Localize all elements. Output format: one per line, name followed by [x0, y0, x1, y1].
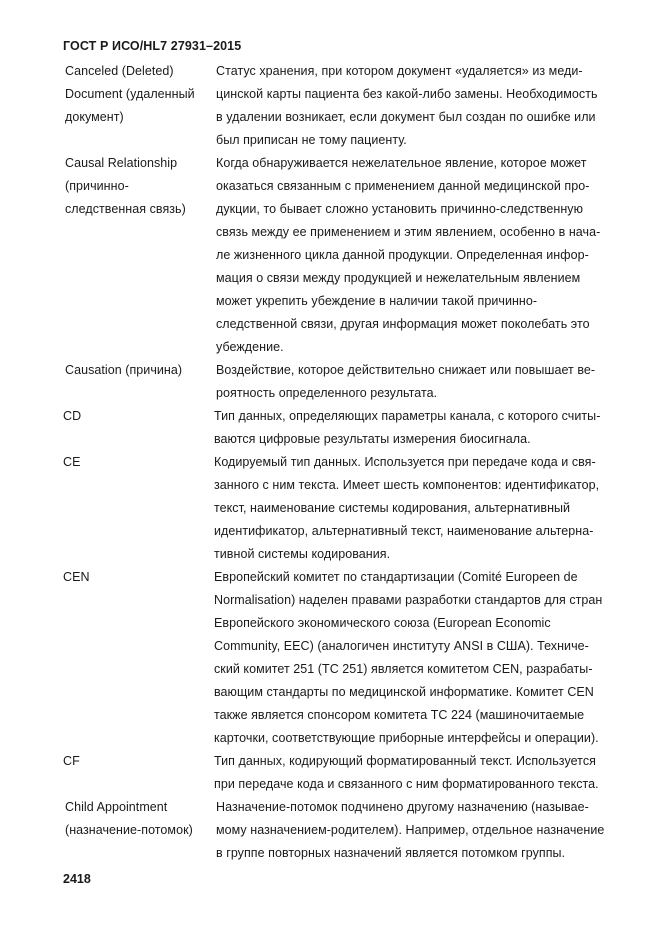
glossary-definition: оказаться связанным с применением данной медицинской про-: [216, 179, 590, 193]
glossary-term: следственная связь): [65, 202, 186, 216]
glossary-definition: Европейского экономического союза (European Economic: [214, 616, 551, 630]
glossary-term: Child Appointment: [65, 800, 168, 814]
glossary-term: (назначение-потомок): [65, 823, 193, 837]
glossary-definition: цинской карты пациента без какой-либо замены. Необходимость: [216, 87, 598, 101]
glossary-definition: также является спонсором комитета ТС 224 (машиночитаемые: [214, 708, 585, 722]
glossary-definition: Воздействие, которое действительно снижает или повышает ве-: [216, 363, 596, 377]
glossary-term: CD: [63, 409, 82, 423]
glossary-definition: Тип данных, определяющих параметры канала, с которого считы-: [214, 409, 601, 423]
glossary-definition: в удалении возникает, если документ был создан по ошибке или: [216, 110, 596, 124]
glossary-definition: Назначение-потомок подчинено другому назначению (называе-: [216, 800, 589, 814]
glossary-term: Document (удаленный: [65, 87, 195, 101]
glossary-definition: карточки, соответствующие приборные интерфейсы и операции).: [214, 731, 599, 745]
glossary-definition: текст, наименование системы кодирования, альтернативный: [214, 501, 571, 515]
page-number: 2418: [63, 872, 91, 886]
glossary-term: Causal Relationship: [65, 156, 178, 170]
glossary-definition: в группе повторных назначений является потомком группы.: [216, 846, 566, 860]
glossary-definition: дукции, то бывает сложно установить причинно-следственную: [216, 202, 584, 216]
glossary-definition: ле жизненного цикла данной продукции. Определенная инфор-: [216, 248, 589, 262]
glossary-term: документ): [65, 110, 124, 124]
glossary-definition: мация о связи между продукцией и нежелательным явлением: [216, 271, 581, 285]
glossary-definition: Статус хранения, при котором документ «удаляется» из меди-: [216, 64, 583, 78]
glossary-definition: Кодируемый тип данных. Используется при передаче кода и свя-: [214, 455, 596, 469]
glossary-term: CE: [63, 455, 81, 469]
glossary-definition: был приписан не тому пациенту.: [216, 133, 407, 147]
glossary-definition: Европейский комитет по стандартизации (Comité Europeen de: [214, 570, 578, 584]
glossary-term: Causation (причина): [65, 363, 183, 377]
glossary-definition: тивной системы кодирования.: [214, 547, 391, 561]
glossary-definition: может укрепить убеждение в наличии такой причинно-: [216, 294, 538, 308]
page-header: ГОСТ Р ИСО/HL7 27931–2015: [63, 39, 242, 53]
glossary-definition: вающим стандарты по медицинской информатике. Комитет CEN: [214, 685, 594, 699]
glossary-definition: роятность определенного результата.: [216, 386, 438, 400]
glossary-definition: при передаче кода и связанного с ним форматированного текста.: [214, 777, 599, 791]
glossary-definition: Тип данных, кодирующий форматированный текст. Используется: [214, 754, 596, 768]
glossary-definition: Normalisation) наделен правами разработки стандартов для стран: [214, 593, 603, 607]
glossary-definition: убеждение.: [216, 340, 284, 354]
glossary-term: CEN: [63, 570, 90, 584]
glossary-definition: ский комитет 251 (ТС 251) является комитетом CEN, разрабаты-: [214, 662, 593, 676]
glossary-definition: занного с ним текста. Имеет шесть компонентов: идентификатор,: [214, 478, 600, 492]
glossary-definition: Community, EEC) (аналогичен институту ANSI в США). Техниче-: [214, 639, 589, 653]
glossary-definition: связь между ее применением и этим явлением, особенно в нача-: [216, 225, 601, 239]
glossary-definition: идентификатор, альтернативный текст, наименование альтерна-: [214, 524, 594, 538]
glossary-definition: Когда обнаруживается нежелательное явление, которое может: [216, 156, 587, 170]
glossary-definition: ваются цифровые результаты измерения биосигнала.: [214, 432, 531, 446]
glossary-definition: мому назначением-родителем). Например, отдельное назначение: [216, 823, 605, 837]
glossary-term: Canceled (Deleted): [65, 64, 174, 78]
glossary-term: (причинно-: [65, 179, 129, 193]
glossary-definition: следственной связи, другая информация может поколебать это: [216, 317, 590, 331]
glossary-term: CF: [63, 754, 80, 768]
